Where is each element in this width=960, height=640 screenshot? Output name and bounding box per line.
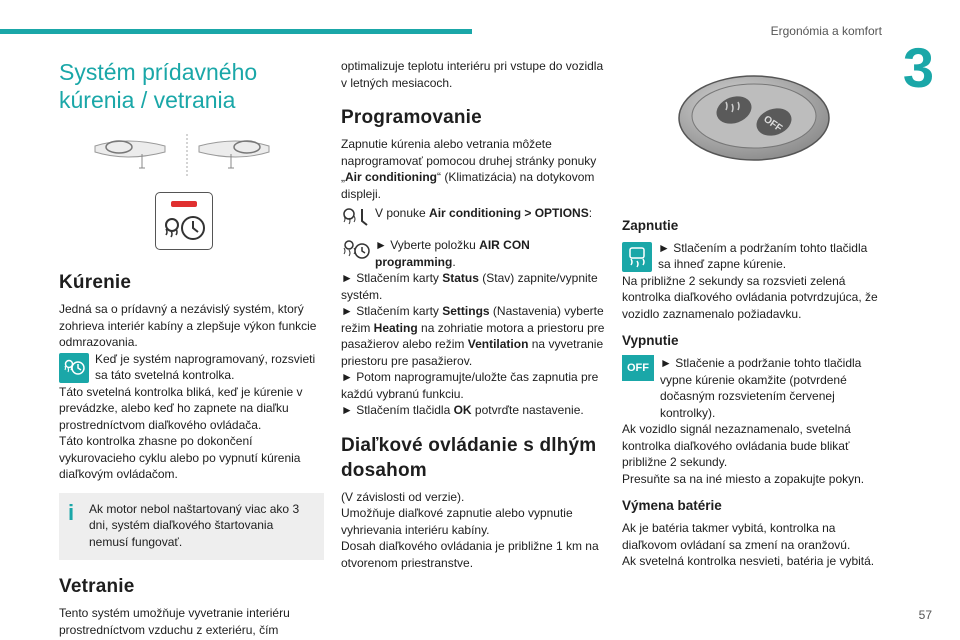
programming-step-1-row: [341, 237, 609, 270]
off-paragraph-1: Ak vozidlo signál nezaznamenalo, svetelná kontrolka diaľkového ovládania bude blikať približne 2 sekundy.: [622, 422, 851, 469]
programming-step-3: ► Stlačením karty Settings (Nastavenia) vyberte režim Heating na zohriatie motora a priestoru pre pasažierov alebo režim Ventilation na vyvetranie priestoru pre pasažierov.: [341, 304, 605, 368]
on-button-text: ► Stlačením a podržaním tohto tlačidla sa ihneď zapne kúrenie.: [658, 240, 868, 271]
programming-step-5: ► Stlačením tlačidla OK potvrďte nastavenie.: [341, 403, 584, 417]
heater-control-panel-illustration: [155, 192, 213, 250]
programming-step-1: ► Vyberte položku AIR CON programming.: [375, 238, 530, 269]
heater-timer-outline-icon: [341, 237, 371, 265]
programming-heading: Programovanie: [341, 107, 482, 128]
on-heading: Zapnutie: [622, 217, 679, 233]
off-button-icon: OFF: [622, 355, 654, 381]
programming-step-2: ► Stlačením karty Status (Stav) zapnite/vypnite systém.: [341, 271, 598, 302]
heating-indicator-row: [59, 351, 324, 384]
heating-heading: Kúrenie: [59, 272, 132, 293]
red-indicator-light: [171, 201, 197, 207]
remote-paragraph-3: Dosah diaľkového ovládania je približne 1 km na otvorenom priestranstve.: [341, 539, 599, 570]
programming-step-4: ► Potom naprogramujte/uložte čas zapnutia pre každú vybranú funkciu.: [341, 370, 599, 401]
off-button-row: [622, 355, 880, 421]
chapter-title: Ergonómia a komfort: [770, 24, 882, 38]
dashboard-illustration: [87, 132, 324, 182]
remote-heading: Diaľkové ovládanie s dlhým dosahom: [341, 434, 597, 481]
battery-paragraph-1: Ak je batéria takmer vybitá, kontrolka na diaľkovom ovládaní sa zmení na oranžovú.: [622, 521, 851, 552]
heater-timer-icon: [59, 353, 89, 383]
header-accent-bar: [0, 29, 472, 34]
on-button-row: [622, 240, 880, 273]
on-paragraph: Na približne 2 sekundy sa rozsvieti zelená kontrolka diaľkového ovládania potvrdzujúca, že vozidlo zaznamenalo požiadavku.: [622, 273, 878, 321]
remote-paragraph-1: (V závislosti od verzie).: [341, 489, 465, 504]
battery-heading: Výmena batérie: [622, 498, 722, 513]
column-right: [622, 58, 880, 570]
programming-paragraph: Zapnutie kúrenia alebo vetrania môžete naprogramovať pomocou druhej stránky ponuky „Air conditioning“ (Klimatizácia) na dotykovom displeji.: [341, 137, 597, 201]
programming-menu-text: V ponuke Air conditioning > OPTIONS:: [375, 206, 593, 220]
heating-paragraph-1: Jedná sa o prídavný a nezávislý systém, ktorý zohrieva interiér kabíny a zlepšuje výkon funkcie odmrazovania.: [59, 302, 317, 349]
fan-seat-icon: [341, 205, 371, 231]
info-text: Ak motor nebol naštartovaný viac ako 3 dni, systém diaľkového štartovania nemusí fungovať.: [89, 501, 300, 549]
ventilation-heading: Vetranie: [59, 576, 135, 597]
off-button-text: ► Stlačenie a podržanie tohto tlačidla vypne kúrenie okamžite (potvrdené dočasným rozsvietením červenej kontrolky).: [660, 356, 862, 420]
chapter-number: 3: [902, 36, 934, 99]
heating-paragraph-2: Táto svetelná kontrolka bliká, keď je kúrenie v prevádzke, alebo keď ho zapnete na diaľku prostredníctvom diaľkového ovládača.: [59, 384, 303, 432]
section-title: Systém prídavného kúrenia / vetrania: [59, 59, 258, 113]
remote-off-label: OFF: [761, 113, 784, 135]
programming-menu-row: [341, 205, 609, 231]
battery-paragraph-2: Ak svetelná kontrolka nesvieti, batéria je vybitá.: [622, 554, 875, 568]
heater-on-icon: [622, 242, 652, 272]
info-icon: i: [68, 499, 75, 525]
column-middle: [341, 58, 609, 571]
ventilation-paragraph: Tento systém umožňuje vyvetranie interiéru prostredníctvom vzduchu z exteriéru, čím: [59, 606, 290, 637]
ventilation-paragraph-continued: optimalizuje teplotu interiéru pri vstupe do vozidla v letných mesiacoch.: [341, 59, 604, 90]
remote-control-illustration: [674, 66, 834, 166]
heating-indicator-text: Keď je systém naprogramovaný, rozsvieti sa táto svetelná kontrolka.: [95, 351, 316, 382]
page-number: 57: [918, 608, 932, 622]
off-heading: Vypnutie: [622, 333, 679, 348]
fan-timer-icon: [162, 213, 208, 245]
off-paragraph-2: Presuňte sa na iné miesto a zopakujte pokyn.: [622, 471, 865, 486]
dashboard-icon: [87, 132, 277, 182]
column-left: [59, 58, 324, 638]
info-box: [59, 493, 324, 561]
heating-paragraph-3: Táto kontrolka zhasne po dokončení vykurovacieho cyklu alebo po vypnutí kúrenia diaľkovým ovládačom.: [59, 434, 301, 481]
remote-paragraph-2: Umožňuje diaľkové zapnutie alebo vypnutie vyhrievania interiéru kabíny.: [341, 506, 573, 537]
